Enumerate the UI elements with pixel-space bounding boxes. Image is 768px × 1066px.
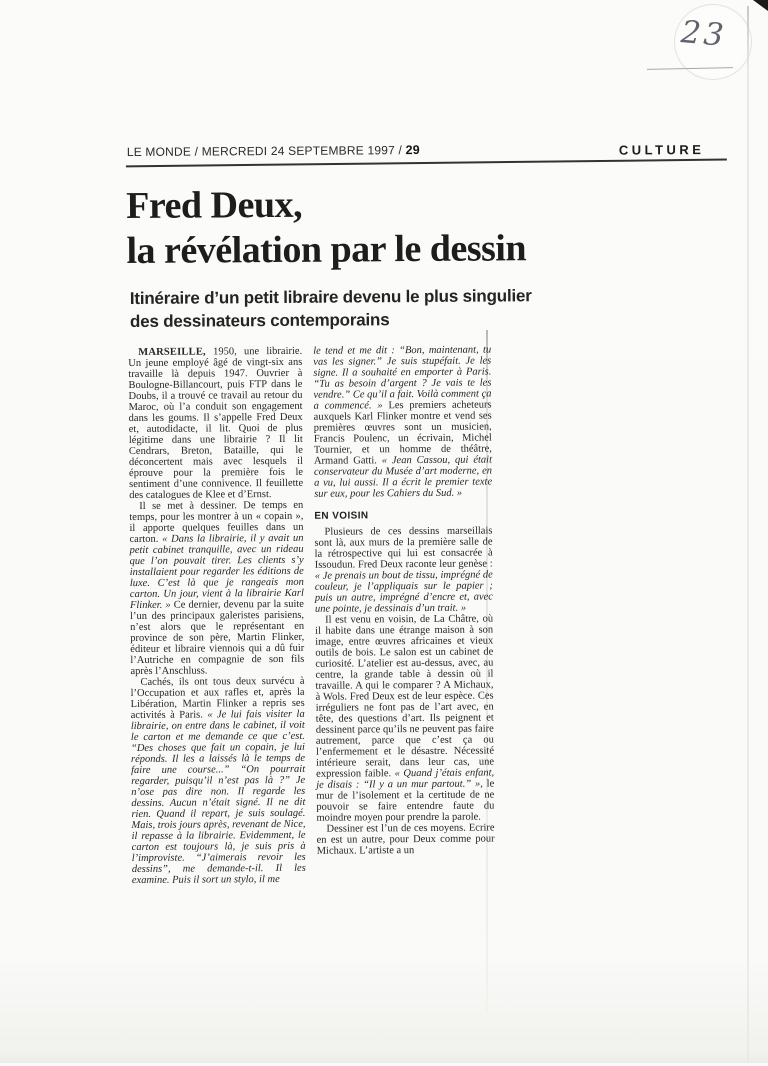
article-paragraph: [315, 614, 494, 824]
article-subtitle: [130, 284, 550, 333]
paragraph-segment: « Je lui fais visiter la librairie, on entre dans le cabinet, il voit le carton et me demande ce que c’est. “Des choses que fait un copain, je lui réponds. Il les a laissés là le temps de faire une course...” “On pourrait regarder, puisqu’il n’est pas là ?” Je n’ose pas dire non. Il regarde les dessins. Aucun n’était signé. Il ne dit rien. Quand il repart, je suis soulagé. Mais, trois jours après, revenant de Nice, il repasse à la librairie. Evidemment, le carton est toujours là, je suis pris à l’improviste. “J’aimerais revoir les dessins”, me demande-t-il. Il les examine. Puis il sort un stylo, il me: [130, 708, 306, 887]
subtitle-line2: des dessinateurs contemporains: [129, 310, 390, 332]
masthead-page-number: 29: [405, 143, 420, 158]
paragraph-segment: « Jean Cassou, qui était conservateur du Musée d’art moderne, en a vu, lui aussi. Il a écrit le premier texte sur eux, pour les Cahiers du Sud. »: [313, 454, 493, 500]
headline-line1: Fred Deux,: [126, 183, 303, 228]
paragraph-segment: 1950, une librairie. Un jeune employé âgé de vingt-six ans travaille là depuis 1947. Ouvrier à Boulogne-Billancourt, puis FTP dans le Doubs, il a trouvé ce travail au retour du Maroc, où l’a conduit son engagement dans les goums. Il s’appelle Fred Deux et, autodidacte, il lit. Quoi de plus légitime dans une librairie ? Il lit Cendrars, Breton, Bataille, qui le déconcertent mais avec lesquels il éprouve pour la première fois le sentiment d’une connivence. Il feuillette des catalogues de Klee et d’Ernst.: [128, 345, 304, 502]
paragraph-segment: Plusieurs de ces dessins marseillais sont là, aux murs de la première salle de la rétrospective qui lui est consacrée à Issoudun. Fred Deux raconte leur genèse :: [314, 525, 493, 571]
article-paragraph: [128, 346, 303, 501]
subtitle-line1: Itinéraire d’un petit libraire devenu le plus singulier: [129, 286, 532, 309]
paragraph-segment: Il est venu en voisin, de La Châtre, où il habite dans une étrange maison à son image, entre œuvres africaines et vieux outils de bois. Le salon est un cabinet de curiosité. L’atelier est au-dessus, avec, au centre, la grande table à dessin où il travaille. A qui le comparer ? A Michaux, à Wols. Fred Deux est de leur espèce. Ces irréguliers ne font pas de l’art avec, en tête, des questions d’art. Ils peignent et dessinent parce qu’ils ne peuvent pas faire autrement, parce que c’est ça ou l’enfermement et le désastre. Nécessité intérieure serait, dans leur cas, une expression faible.: [315, 613, 495, 780]
masthead-dateline: [127, 143, 420, 159]
article-body: [128, 345, 495, 887]
article-column-1: [128, 346, 306, 886]
paragraph-segment: , le mur de l’isolement et la certitude de ne pouvoir se faire entendre faute du moindre moyen pour prendre la parole.: [316, 778, 495, 824]
paragraph-segment: « Je prenais un bout de tissu, imprégné de couleur, je l’appliquais sur le papier ; puis un autre, imprégné d’encre et, avec une pointe, je dessinais d’un trait. »: [314, 569, 493, 615]
paragraph-segment: Cachés, ils ont tous deux survécu à l’Occupation et aux rafles et, après la Libération, Martin Flinker a repris ses activités à Paris.: [130, 675, 305, 722]
paragraph-segment: Les premiers acheteurs auxquels Karl Flinker montre et vend ses premières œuvres sont un musicien, Francis Poulenc, un écrivain, Michel Tournier, et un homme de théâtre, Armand Gatti.: [313, 399, 492, 467]
paragraph-segment: « Dans la librairie, il y avait un petit cabinet tranquille, avec un rideau que l’on pouvait tirer. Les clients s’y installaient pour regarder les éditions de luxe. C’est là que je rangeais mon carton. Un jour, vient à la librairie Karl Flinker. »: [129, 532, 304, 612]
article-paragraph: [130, 676, 305, 886]
section-subheading: EN VOISIN: [314, 510, 369, 522]
article-paragraph: [314, 526, 493, 615]
masthead-text: LE MONDE / MERCREDI 24 SEPTEMBRE 1997 /: [126, 143, 406, 160]
paragraph-segment: le tend et me dit : “Bon, maintenant, tu vas les signer.” Je suis stupéfait. Je les signe. Il a souhaité en emporter à Paris. “Tu as besoin d’argent ? Je vais te les vendre.” Ce qu’il a fait. Voilà comment ça a commencé. »: [313, 344, 492, 412]
article-paragraph: [129, 500, 304, 677]
article-paragraph: [313, 345, 492, 500]
header-rule: [126, 159, 727, 167]
paragraph-segment: « Quand j’étais enfant, je disais : “Il y a un mur partout.” »: [316, 767, 495, 791]
section-label: CULTURE: [618, 142, 705, 158]
article-column-2: [313, 345, 495, 885]
article-headline: [126, 181, 607, 274]
handwritten-page-number: 23: [679, 14, 728, 54]
paragraph-segment: Ce dernier, devenu par la suite l’un des principaux galeristes parisiens, n’est alors que le représentant en province de son père, Martin Flinker, éditeur et libraire viennois qui a dû fuir l’Autriche en compagnie de son fils après l’Anschluss.: [130, 598, 305, 678]
article-paragraph: [316, 822, 494, 856]
headline-line2: la révélation par le dessin: [126, 227, 527, 273]
paragraph-segment: Il se met à dessiner. De temps en temps, pour les montrer à un « copain », il apporte quelques feuilles dans un carton.: [129, 499, 304, 546]
paragraph-segment: Dessiner est l’un de ces moyens. Ecrire en est un autre, pour Deux comme pour Michaux. L’artiste a un: [316, 822, 495, 857]
paragraph-segment: MARSEILLE,: [138, 346, 206, 358]
